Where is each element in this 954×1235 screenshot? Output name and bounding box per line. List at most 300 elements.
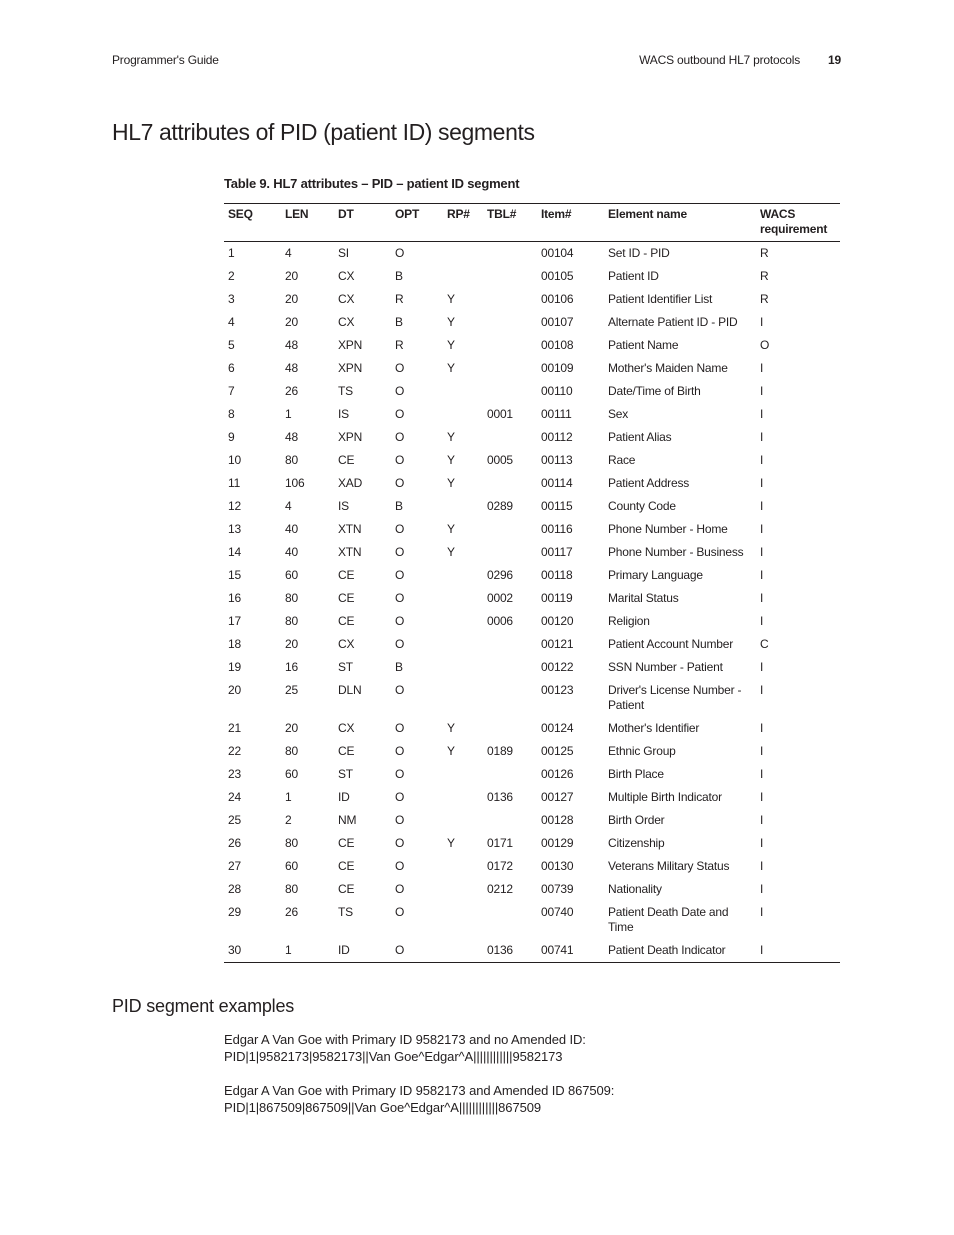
cell-seq: 12 — [228, 499, 241, 513]
cell-wacs-requirement: R — [760, 246, 769, 260]
cell-element-name: Ethnic Group — [608, 744, 676, 758]
table-row — [224, 334, 840, 357]
column-header-len: LEN — [281, 204, 334, 242]
cell-rp — [443, 242, 483, 266]
cell-opt: O — [395, 744, 405, 758]
cell-rp — [443, 265, 483, 288]
table-row — [224, 426, 840, 449]
cell-rp — [443, 809, 483, 832]
cell-rp — [443, 380, 483, 403]
cell-tbl: 0189 — [487, 744, 513, 758]
cell-tbl — [483, 265, 537, 288]
cell-dt: CE — [338, 859, 355, 873]
column-header-element-name: Element name — [604, 204, 756, 242]
cell-tbl — [483, 901, 537, 939]
cell-rp: Y — [447, 338, 455, 352]
cell-element-name: Mother's Maiden Name — [608, 361, 728, 375]
cell-dt: CE — [338, 591, 355, 605]
cell-seq: 25 — [228, 813, 241, 827]
cell-dt: DLN — [338, 683, 362, 697]
cell-wacs-requirement: I — [760, 660, 764, 674]
cell-rp: Y — [447, 453, 455, 467]
cell-wacs-requirement: I — [760, 591, 764, 605]
cell-wacs-requirement: I — [760, 568, 764, 582]
cell-opt: R — [395, 338, 404, 352]
cell-rp — [443, 403, 483, 426]
cell-element-name: Patient Account Number — [608, 637, 734, 651]
cell-len: 60 — [285, 568, 298, 582]
cell-item: 00104 — [541, 246, 574, 260]
cell-wacs-requirement: I — [760, 744, 764, 758]
cell-tbl: 0136 — [483, 939, 537, 963]
cell-rp — [443, 587, 483, 610]
cell-seq: 6 — [228, 361, 235, 375]
cell-opt: O — [395, 476, 405, 490]
column-header-rp: RP# — [443, 204, 483, 242]
cell-tbl — [483, 334, 537, 357]
example-segment: PID|1|9582173|9582173||Van Goe^Edgar^A||||||||||||9582173 — [224, 1049, 563, 1064]
cell-wacs-requirement: I — [760, 836, 764, 850]
pid-attributes-table — [224, 203, 840, 963]
cell-len: 106 — [285, 476, 305, 490]
cell-len: 1 — [285, 790, 292, 804]
cell-len: 80 — [285, 614, 298, 628]
table-body — [224, 242, 840, 963]
cell-tbl — [483, 656, 537, 679]
cell-rp: Y — [447, 721, 455, 735]
cell-seq: 17 — [228, 614, 241, 628]
cell-item: 00106 — [541, 292, 574, 306]
table-row — [224, 939, 840, 963]
cell-seq: 15 — [228, 568, 241, 582]
cell-item: 00122 — [541, 660, 574, 674]
cell-item: 00107 — [541, 315, 574, 329]
cell-wacs-requirement: I — [760, 683, 764, 697]
cell-rp — [443, 855, 483, 878]
cell-opt: O — [395, 683, 405, 697]
cell-seq: 21 — [228, 721, 241, 735]
cell-opt: O — [395, 545, 405, 559]
cell-element-name: SSN Number - Patient — [608, 660, 723, 674]
cell-opt: O — [391, 939, 443, 963]
cell-tbl: 0005 — [487, 453, 513, 467]
cell-tbl: 0002 — [487, 591, 513, 605]
cell-tbl — [483, 541, 537, 564]
cell-len: 60 — [285, 859, 298, 873]
cell-element-name: Date/Time of Birth — [608, 384, 701, 398]
cell-len: 20 — [285, 315, 298, 329]
cell-wacs-requirement: I — [760, 315, 764, 329]
cell-wacs-requirement: I — [760, 614, 764, 628]
cell-wacs-requirement: R — [760, 269, 769, 283]
cell-rp — [443, 633, 483, 656]
cell-item: 00127 — [541, 790, 574, 804]
table-row — [224, 449, 840, 472]
cell-len: 48 — [285, 430, 298, 444]
cell-dt: XPN — [338, 361, 363, 375]
cell-len: 26 — [285, 905, 298, 919]
cell-seq: 4 — [228, 315, 235, 329]
cell-tbl — [483, 380, 537, 403]
table-row — [224, 610, 840, 633]
cell-opt: O — [395, 721, 405, 735]
running-header-section-title: WACS outbound HL7 protocols — [639, 53, 801, 67]
cell-tbl: 0289 — [487, 499, 513, 513]
cell-len: 4 — [285, 246, 292, 260]
cell-opt: O — [395, 384, 405, 398]
cell-dt: CX — [338, 269, 355, 283]
cell-wacs-requirement: I — [760, 361, 764, 375]
cell-element-name: Patient Name — [608, 338, 679, 352]
table-row — [224, 901, 840, 939]
table-row — [224, 855, 840, 878]
cell-seq: 2 — [228, 269, 235, 283]
cell-seq: 13 — [228, 522, 241, 536]
cell-dt: XPN — [338, 430, 363, 444]
cell-len: 48 — [285, 361, 298, 375]
cell-opt: O — [395, 591, 405, 605]
cell-len: 48 — [285, 338, 298, 352]
cell-item: 00741 — [537, 939, 604, 963]
cell-wacs-requirement: I — [760, 545, 764, 559]
cell-seq: 29 — [228, 905, 241, 919]
cell-wacs-requirement: I — [760, 859, 764, 873]
cell-item: 00129 — [541, 836, 574, 850]
section-heading: PID segment examples — [112, 996, 295, 1016]
cell-opt: R — [395, 292, 404, 306]
cell-element-name: Patient Alias — [608, 430, 672, 444]
cell-tbl: 0006 — [487, 614, 513, 628]
cell-len: 80 — [285, 882, 298, 896]
cell-dt: CE — [338, 744, 355, 758]
cell-seq: 22 — [228, 744, 241, 758]
cell-opt: B — [395, 660, 403, 674]
cell-seq: 23 — [228, 767, 241, 781]
table-row — [224, 311, 840, 334]
running-header-guide-title: Programmer's Guide — [112, 53, 219, 67]
cell-element-name: Patient Identifier List — [608, 292, 713, 306]
cell-item: 00117 — [541, 545, 573, 559]
cell-dt: XTN — [338, 522, 362, 536]
cell-rp: Y — [447, 545, 455, 559]
cell-item: 00118 — [541, 568, 573, 582]
cell-item: 00128 — [541, 813, 574, 827]
cell-tbl: 0171 — [487, 836, 513, 850]
cell-rp — [443, 679, 483, 717]
cell-item: 00116 — [541, 522, 573, 536]
cell-len: 80 — [285, 591, 298, 605]
cell-wacs-requirement: I — [760, 790, 764, 804]
cell-opt: O — [395, 361, 405, 375]
cell-dt: CE — [338, 568, 355, 582]
cell-element-name: Mother's Identifier — [608, 721, 700, 735]
cell-item: 00113 — [541, 453, 573, 467]
table-row — [224, 878, 840, 901]
cell-seq: 14 — [228, 545, 241, 559]
table-row — [224, 740, 840, 763]
cell-opt: O — [395, 836, 405, 850]
cell-dt: CX — [338, 315, 355, 329]
cell-seq: 30 — [224, 939, 281, 963]
table-row — [224, 265, 840, 288]
cell-dt: XTN — [338, 545, 362, 559]
cell-tbl — [483, 809, 537, 832]
cell-element-name: Alternate Patient ID - PID — [608, 315, 738, 329]
table-row — [224, 472, 840, 495]
cell-rp — [443, 495, 483, 518]
table-row — [224, 380, 840, 403]
cell-item: 00124 — [541, 721, 574, 735]
cell-opt: B — [395, 315, 403, 329]
cell-opt: O — [395, 813, 405, 827]
cell-opt: O — [395, 905, 405, 919]
table-row — [224, 809, 840, 832]
cell-tbl — [483, 426, 537, 449]
cell-dt: XAD — [338, 476, 363, 490]
cell-len: 25 — [285, 683, 298, 697]
cell-element-name: Primary Language — [608, 568, 703, 582]
table-row — [224, 656, 840, 679]
cell-wacs-requirement: I — [760, 499, 764, 513]
cell-tbl — [483, 357, 537, 380]
column-header-item: Item# — [537, 204, 604, 242]
cell-dt: ST — [338, 767, 353, 781]
table-caption: Table 9. HL7 attributes – PID – patient ID segment — [224, 176, 520, 191]
cell-wacs-requirement: I — [760, 767, 764, 781]
cell-item: 00123 — [541, 683, 574, 697]
cell-seq: 18 — [228, 637, 241, 651]
cell-dt: CE — [338, 453, 355, 467]
cell-rp: Y — [447, 292, 455, 306]
cell-item: 00125 — [541, 744, 574, 758]
cell-wacs-requirement: I — [760, 813, 764, 827]
cell-item: 00111 — [541, 407, 572, 421]
cell-seq: 5 — [228, 338, 235, 352]
cell-dt: IS — [338, 499, 349, 513]
cell-len: 60 — [285, 767, 298, 781]
cell-item: 00739 — [541, 882, 574, 896]
column-header-tbl: TBL# — [483, 204, 537, 242]
cell-opt: B — [395, 499, 403, 513]
cell-item: 00126 — [541, 767, 574, 781]
cell-element-name: Phone Number - Home — [608, 522, 728, 536]
cell-item: 00110 — [541, 384, 573, 398]
cell-tbl: 0001 — [487, 407, 513, 421]
cell-len: 20 — [285, 292, 298, 306]
cell-dt: ST — [338, 660, 353, 674]
table-row — [224, 357, 840, 380]
cell-tbl — [483, 242, 537, 266]
cell-element-name: Patient Death Indicator — [604, 939, 756, 963]
cell-wacs-requirement: I — [756, 939, 840, 963]
cell-opt: O — [395, 790, 405, 804]
cell-wacs-requirement: I — [760, 384, 764, 398]
cell-wacs-requirement: I — [760, 905, 764, 919]
cell-seq: 16 — [228, 591, 241, 605]
column-header-seq: SEQ — [224, 204, 281, 242]
cell-len: 1 — [281, 939, 334, 963]
cell-element-name: Citizenship — [608, 836, 665, 850]
cell-tbl — [483, 679, 537, 717]
cell-dt: TS — [338, 905, 353, 919]
table-row — [224, 679, 840, 717]
cell-dt: IS — [338, 407, 349, 421]
cell-seq: 10 — [228, 453, 241, 467]
cell-item: 00119 — [541, 591, 573, 605]
cell-item: 00109 — [541, 361, 574, 375]
cell-dt: CE — [338, 882, 355, 896]
cell-rp — [443, 901, 483, 939]
cell-wacs-requirement: I — [760, 407, 764, 421]
cell-seq: 28 — [228, 882, 241, 896]
table-row — [224, 541, 840, 564]
cell-element-name: Phone Number - Business — [608, 545, 744, 559]
table-row — [224, 403, 840, 426]
cell-item: 00121 — [541, 637, 574, 651]
cell-opt: O — [395, 614, 405, 628]
cell-opt: O — [395, 882, 405, 896]
cell-len: 4 — [285, 499, 292, 513]
cell-dt: CX — [338, 637, 355, 651]
cell-wacs-requirement: I — [760, 522, 764, 536]
table-header-row — [224, 204, 840, 242]
example-description: Edgar A Van Goe with Primary ID 9582173 and Amended ID 867509: — [224, 1083, 615, 1098]
cell-tbl — [483, 763, 537, 786]
cell-tbl — [483, 633, 537, 656]
cell-item: 00108 — [541, 338, 574, 352]
table-row — [224, 495, 840, 518]
cell-rp — [443, 878, 483, 901]
cell-element-name: Veterans Military Status — [608, 859, 730, 873]
cell-rp: Y — [447, 476, 455, 490]
cell-dt: CE — [338, 836, 355, 850]
cell-seq: 8 — [228, 407, 235, 421]
cell-element-name: County Code — [608, 499, 676, 513]
cell-element-name: Race — [608, 453, 636, 467]
cell-dt: NM — [338, 813, 357, 827]
cell-tbl — [483, 518, 537, 541]
cell-opt: O — [395, 407, 405, 421]
cell-element-name: Birth Place — [608, 767, 664, 781]
cell-rp: Y — [447, 361, 455, 375]
cell-len: 26 — [285, 384, 298, 398]
cell-element-name: Driver's License Number - Patient — [608, 683, 742, 712]
cell-element-name: Marital Status — [608, 591, 679, 605]
cell-item: 00740 — [541, 905, 574, 919]
cell-wacs-requirement: I — [760, 721, 764, 735]
cell-seq: 20 — [228, 683, 241, 697]
table-row — [224, 786, 840, 809]
pid-example-1 — [224, 1031, 586, 1065]
cell-opt: O — [395, 430, 405, 444]
table-row — [224, 587, 840, 610]
cell-element-name: Multiple Birth Indicator — [608, 790, 722, 804]
cell-seq: 7 — [228, 384, 235, 398]
cell-tbl — [483, 311, 537, 334]
table-row — [224, 717, 840, 740]
cell-opt: O — [395, 246, 405, 260]
cell-opt: B — [395, 269, 403, 283]
cell-dt: SI — [338, 246, 349, 260]
cell-item: 00115 — [541, 499, 573, 513]
cell-rp: Y — [447, 315, 455, 329]
table-row — [224, 518, 840, 541]
cell-len: 80 — [285, 453, 298, 467]
cell-tbl: 0136 — [487, 790, 513, 804]
page-title: HL7 attributes of PID (patient ID) segments — [112, 119, 535, 145]
cell-rp: Y — [447, 522, 455, 536]
cell-seq: 27 — [228, 859, 241, 873]
cell-rp — [443, 786, 483, 809]
table-row — [224, 633, 840, 656]
cell-seq: 9 — [228, 430, 235, 444]
cell-dt: CX — [338, 721, 355, 735]
cell-opt: O — [395, 859, 405, 873]
cell-tbl: 0212 — [487, 882, 513, 896]
example-segment: PID|1|867509|867509||Van Goe^Edgar^A||||||||||||867509 — [224, 1100, 541, 1115]
cell-rp — [443, 939, 483, 963]
cell-seq: 11 — [228, 476, 241, 490]
cell-tbl — [483, 472, 537, 495]
cell-len: 16 — [285, 660, 298, 674]
column-header-opt: OPT — [391, 204, 443, 242]
cell-element-name: Patient ID — [608, 269, 659, 283]
cell-element-name: Set ID - PID — [608, 246, 670, 260]
cell-wacs-requirement: I — [760, 882, 764, 896]
cell-opt: O — [395, 522, 405, 536]
cell-seq: 24 — [228, 790, 241, 804]
table-header — [224, 204, 840, 242]
table-row — [224, 242, 840, 266]
cell-dt: XPN — [338, 338, 363, 352]
cell-wacs-requirement: I — [760, 476, 764, 490]
table-row — [224, 564, 840, 587]
cell-opt: O — [395, 767, 405, 781]
cell-len: 20 — [285, 721, 298, 735]
table-row — [224, 763, 840, 786]
page-number: 19 — [828, 53, 841, 67]
cell-len: 1 — [285, 407, 292, 421]
cell-opt: O — [395, 568, 405, 582]
cell-dt: ID — [338, 790, 350, 804]
cell-element-name: Nationality — [608, 882, 662, 896]
cell-len: 40 — [285, 545, 298, 559]
cell-rp: Y — [447, 430, 455, 444]
cell-opt: O — [395, 453, 405, 467]
table-row — [224, 288, 840, 311]
cell-rp: Y — [447, 836, 455, 850]
cell-seq: 3 — [228, 292, 235, 306]
cell-element-name: Birth Order — [608, 813, 665, 827]
pid-example-2 — [224, 1082, 614, 1116]
cell-wacs-requirement: R — [760, 292, 769, 306]
cell-wacs-requirement: O — [760, 338, 770, 352]
cell-len: 20 — [285, 269, 298, 283]
column-header-dt: DT — [334, 204, 391, 242]
cell-tbl: 0296 — [487, 568, 513, 582]
cell-len: 80 — [285, 744, 298, 758]
cell-rp: Y — [447, 744, 455, 758]
cell-dt: CE — [338, 614, 355, 628]
cell-element-name: Religion — [608, 614, 650, 628]
cell-element-name: Sex — [608, 407, 629, 421]
cell-rp — [443, 763, 483, 786]
cell-tbl — [483, 288, 537, 311]
cell-item: 00130 — [541, 859, 574, 873]
cell-wacs-requirement: I — [760, 430, 764, 444]
cell-wacs-requirement: C — [760, 637, 769, 651]
table-row — [224, 832, 840, 855]
